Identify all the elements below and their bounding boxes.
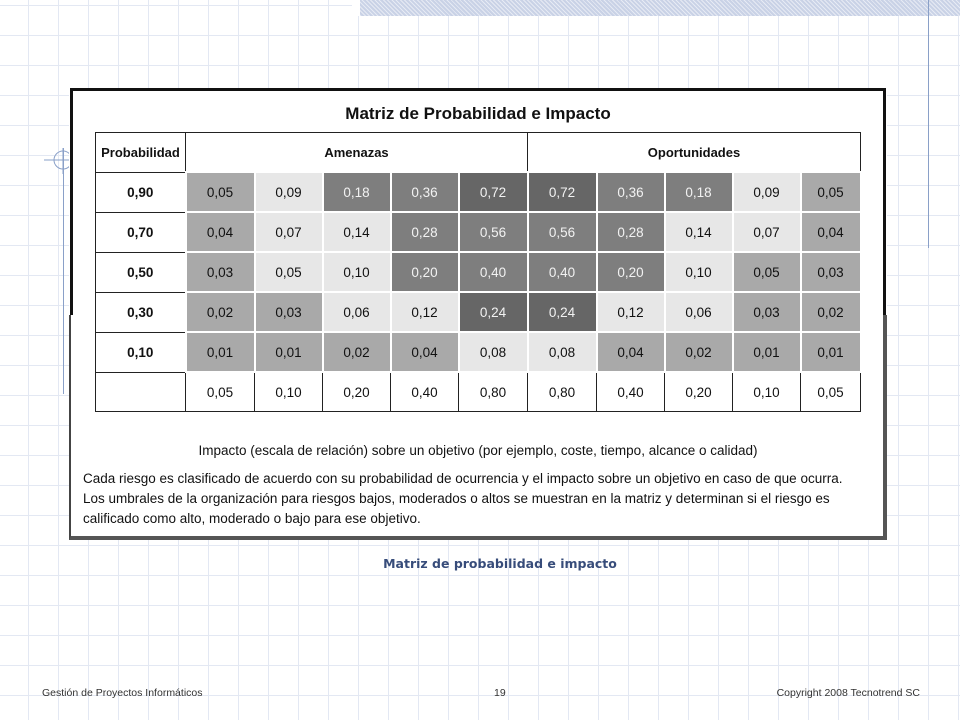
header-decorative-band bbox=[352, 0, 960, 16]
opportunity-score-cell: 0,06 bbox=[665, 292, 733, 332]
opportunity-score-cell: 0,56 bbox=[528, 212, 597, 252]
impact-row-blank-cell bbox=[96, 372, 186, 412]
matrix-row bbox=[96, 172, 861, 212]
probability-value: 0,30 bbox=[96, 292, 186, 332]
impact-scale-row bbox=[96, 372, 861, 412]
figure-caption: Matriz de probabilidad e impacto bbox=[383, 556, 617, 571]
threat-score-cell: 0,05 bbox=[255, 252, 323, 292]
threat-score-cell: 0,07 bbox=[255, 212, 323, 252]
opportunity-score-cell: 0,05 bbox=[733, 252, 801, 292]
opportunity-score-cell: 0,72 bbox=[528, 172, 597, 212]
opportunity-score-cell: 0,02 bbox=[665, 332, 733, 372]
threat-score-cell: 0,02 bbox=[186, 292, 255, 332]
impact-value: 0,10 bbox=[733, 372, 801, 412]
opportunities-header: Oportunidades bbox=[528, 133, 861, 173]
opportunity-score-cell: 0,28 bbox=[597, 212, 665, 252]
opportunity-score-cell: 0,24 bbox=[528, 292, 597, 332]
probability-value: 0,50 bbox=[96, 252, 186, 292]
impact-value: 0,40 bbox=[391, 372, 459, 412]
opportunity-score-cell: 0,01 bbox=[801, 332, 861, 372]
opportunity-score-cell: 0,08 bbox=[528, 332, 597, 372]
probability-value: 0,10 bbox=[96, 332, 186, 372]
matrix-body bbox=[96, 172, 861, 412]
impact-value: 0,40 bbox=[597, 372, 665, 412]
opportunity-score-cell: 0,03 bbox=[733, 292, 801, 332]
threat-score-cell: 0,14 bbox=[323, 212, 391, 252]
threats-header: Amenazas bbox=[186, 133, 528, 173]
matrix-header-row bbox=[96, 133, 861, 173]
matrix-title: Matriz de Probabilidad e Impacto bbox=[345, 104, 611, 123]
opportunity-score-cell: 0,20 bbox=[597, 252, 665, 292]
probability-header: Probabilidad bbox=[96, 133, 186, 173]
threat-score-cell: 0,01 bbox=[255, 332, 323, 372]
threat-score-cell: 0,02 bbox=[323, 332, 391, 372]
opportunity-score-cell: 0,01 bbox=[733, 332, 801, 372]
footer-page-number: 19 bbox=[494, 687, 506, 699]
opportunity-score-cell: 0,03 bbox=[801, 252, 861, 292]
impact-value: 0,20 bbox=[323, 372, 391, 412]
threat-score-cell: 0,28 bbox=[391, 212, 459, 252]
matrix-description bbox=[83, 469, 883, 529]
threat-score-cell: 0,36 bbox=[391, 172, 459, 212]
threat-score-cell: 0,24 bbox=[459, 292, 528, 332]
description-line: Cada riesgo es clasificado de acuerdo con su probabilidad de ocurrencia y el impacto sobre un objetivo en caso de que ocurra. bbox=[83, 471, 843, 486]
opportunity-score-cell: 0,07 bbox=[733, 212, 801, 252]
impact-value: 0,20 bbox=[665, 372, 733, 412]
opportunity-score-cell: 0,05 bbox=[801, 172, 861, 212]
threat-score-cell: 0,01 bbox=[186, 332, 255, 372]
probability-impact-matrix-figure bbox=[69, 88, 887, 540]
threat-score-cell: 0,20 bbox=[391, 252, 459, 292]
opportunity-score-cell: 0,02 bbox=[801, 292, 861, 332]
impact-value: 0,05 bbox=[186, 372, 255, 412]
opportunity-score-cell: 0,40 bbox=[528, 252, 597, 292]
opportunity-score-cell: 0,12 bbox=[597, 292, 665, 332]
threat-score-cell: 0,18 bbox=[323, 172, 391, 212]
opportunity-score-cell: 0,04 bbox=[801, 212, 861, 252]
threat-score-cell: 0,09 bbox=[255, 172, 323, 212]
opportunity-score-cell: 0,36 bbox=[597, 172, 665, 212]
impact-value: 0,10 bbox=[255, 372, 323, 412]
opportunity-score-cell: 0,09 bbox=[733, 172, 801, 212]
threat-score-cell: 0,05 bbox=[186, 172, 255, 212]
threat-score-cell: 0,03 bbox=[255, 292, 323, 332]
description-line: calificado como alto, moderado o bajo para ese objetivo. bbox=[83, 511, 421, 526]
impact-value: 0,05 bbox=[801, 372, 861, 412]
impact-scale-caption: Impacto (escala de relación) sobre un objetivo (por ejemplo, coste, tiempo, alcance o calidad) bbox=[198, 443, 758, 458]
threat-score-cell: 0,40 bbox=[459, 252, 528, 292]
crosshair-icon bbox=[44, 146, 72, 174]
decorative-vertical-line-left bbox=[63, 148, 64, 394]
probability-value: 0,90 bbox=[96, 172, 186, 212]
header-band-notch bbox=[352, 0, 360, 16]
opportunity-score-cell: 0,10 bbox=[665, 252, 733, 292]
opportunity-score-cell: 0,14 bbox=[665, 212, 733, 252]
description-line: Los umbrales de la organización para riesgos bajos, moderados o altos se muestran en la matriz y determinan si el riesgo es bbox=[83, 491, 830, 506]
footer-copyright: Copyright 2008 Tecnotrend SC bbox=[776, 687, 920, 699]
threat-score-cell: 0,10 bbox=[323, 252, 391, 292]
footer-course-title: Gestión de Proyectos Informáticos bbox=[42, 687, 203, 699]
threat-score-cell: 0,04 bbox=[186, 212, 255, 252]
threat-score-cell: 0,72 bbox=[459, 172, 528, 212]
threat-score-cell: 0,04 bbox=[391, 332, 459, 372]
matrix-row bbox=[96, 212, 861, 252]
decorative-vertical-line-right bbox=[928, 0, 929, 248]
probability-value: 0,70 bbox=[96, 212, 186, 252]
matrix-row bbox=[96, 332, 861, 372]
impact-value: 0,80 bbox=[459, 372, 528, 412]
matrix-row bbox=[96, 292, 861, 332]
threat-score-cell: 0,08 bbox=[459, 332, 528, 372]
opportunity-score-cell: 0,04 bbox=[597, 332, 665, 372]
threat-score-cell: 0,03 bbox=[186, 252, 255, 292]
threat-score-cell: 0,06 bbox=[323, 292, 391, 332]
impact-value: 0,80 bbox=[528, 372, 597, 412]
opportunity-score-cell: 0,18 bbox=[665, 172, 733, 212]
matrix-table bbox=[95, 132, 862, 412]
threat-score-cell: 0,12 bbox=[391, 292, 459, 332]
matrix-row bbox=[96, 252, 861, 292]
threat-score-cell: 0,56 bbox=[459, 212, 528, 252]
